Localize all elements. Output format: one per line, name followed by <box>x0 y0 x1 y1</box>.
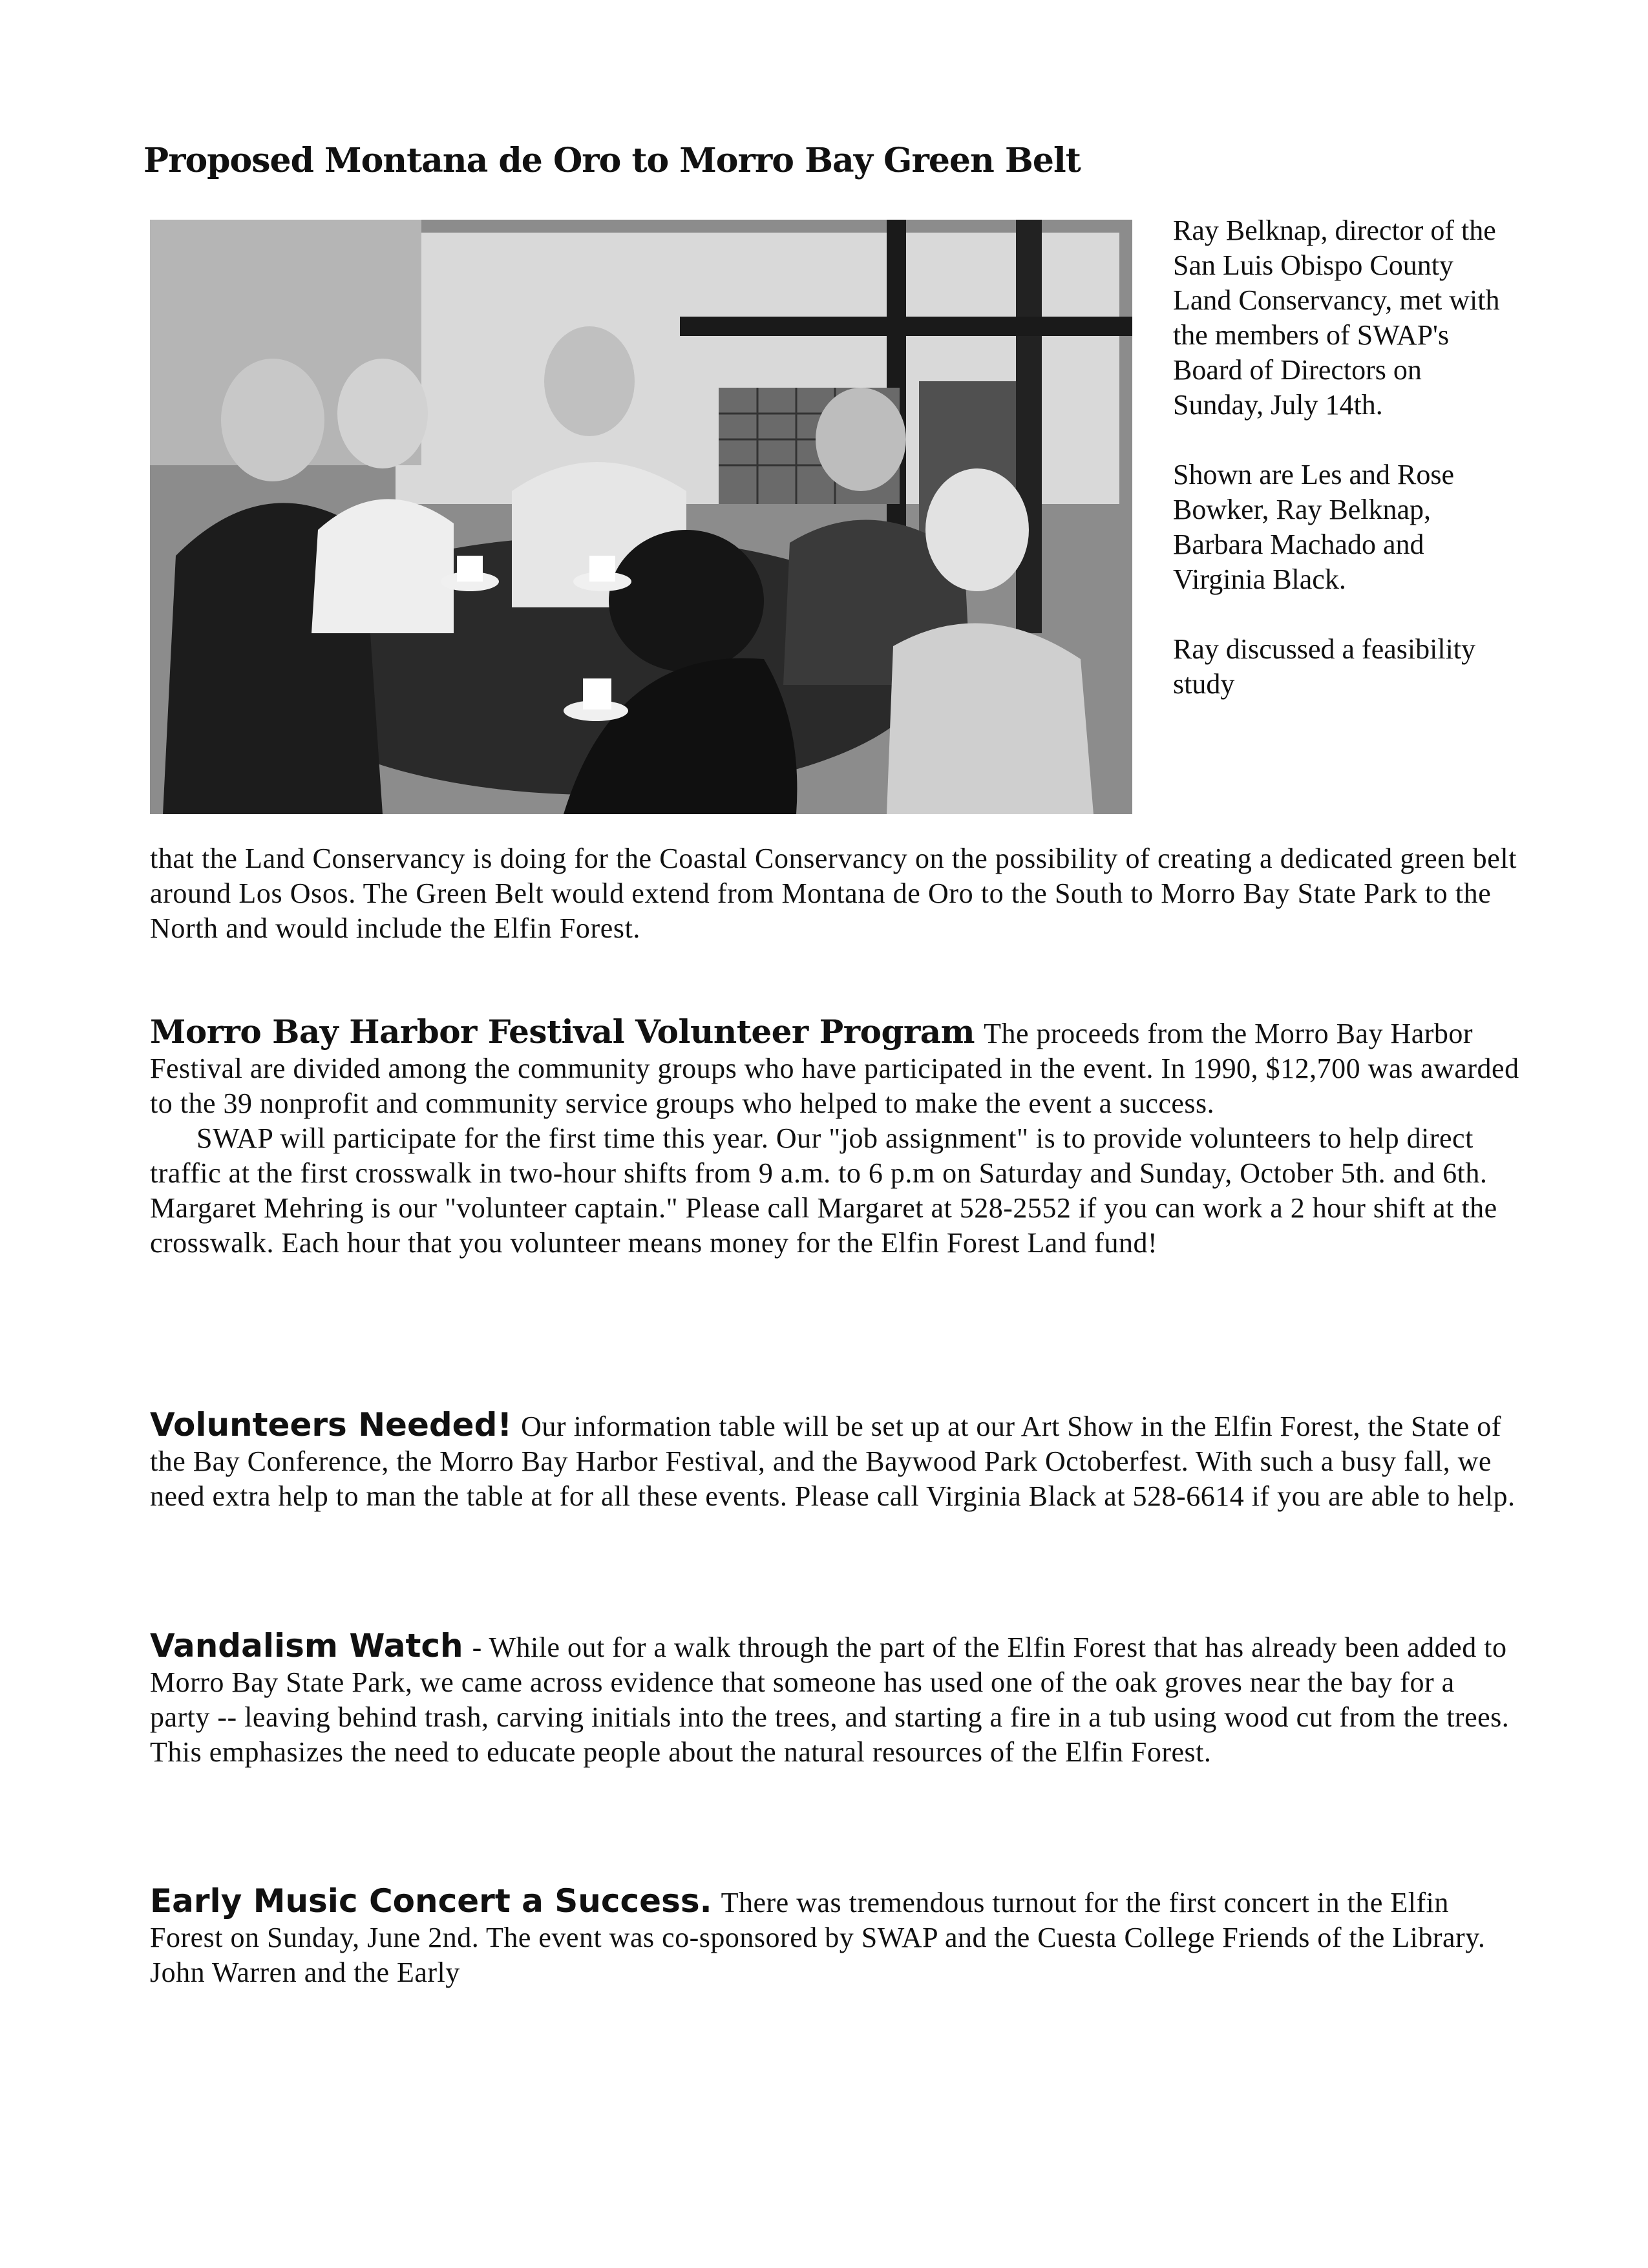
section-vandalism-watch <box>150 1628 1520 1770</box>
section-body: Our information table will be set up at our Art Show in the Elfin Forest, the State of the Bay Conference, the Morro Bay Harbor Festival, and the Baywood Park Octoberfest. With such a busy fall, we need extra help to man the table at for all these events. Please call Virginia Black at 528-6614 if you are able to help. <box>150 1411 1516 1512</box>
section-heading: Volunteers Needed! <box>150 1406 512 1444</box>
section-volunteers-needed <box>150 1407 1520 1514</box>
section-early-music-concert <box>150 1884 1520 1990</box>
section-body: The proceeds from the Morro Bay Harbor Festival are divided among the community groups who have participated in the event. In 1990, $12,700 was awarded to the 39 nonprofit and community service groups who helped to make the event a success. <box>150 1018 1519 1119</box>
section-body: There was tremendous turnout for the first concert in the Elfin Forest on Sunday, June 2nd. The event was co-sponsored by SWAP and the Cuesta College Friends of the Library. John Warren and the Early <box>150 1887 1486 1988</box>
caption-paragraph: Ray Belknap, director of the San Luis Obispo County Land Conservancy, met with the members of SWAP's Board of Directors on Sunday, July 14th. <box>1173 215 1500 421</box>
photo-illustration <box>150 220 1132 814</box>
board-meeting-photo <box>150 220 1132 814</box>
section-harbor-festival <box>150 1014 1520 1261</box>
section-heading: Early Music Concert a Success. <box>150 1882 712 1920</box>
section-heading: Vandalism Watch <box>150 1627 463 1664</box>
section-body: SWAP will participate for the first time this year. Our "job assignment" is to provide volunteers to help direct traffic at the first crosswalk in two-hour shifts from 9 a.m. to 6 p.m on Saturday and Sunday, October 5th. and 6th. Margaret Mehring is our "volunteer captain." Please call Margaret at 528-2552 if you can work a 2 hour shift at the crosswalk. Each hour that you volunteer means money for the Elfin Forest Land fund! <box>150 1122 1497 1259</box>
section-body: - While out for a walk through the part of the Elfin Forest that has already been added to Morro Bay State Park, we came across evidence that someone has used one of the oak groves near the bay for a party -- leaving behind trash, carving initials into the trees, and starting a fire in a tub using wood cut from the trees. This emphasizes the need to educate people about the natural resources of the Elfin Forest. <box>150 1632 1510 1768</box>
photo-caption <box>1173 213 1509 702</box>
green-belt-continuation: that the Land Conservancy is doing for the Coastal Conservancy on the possibility of creating a dedicated green belt around Los Osos. The Green Belt would extend from Montana de Oro to the South to Morro Bay State Park to the North and would include the Elfin Forest. <box>150 843 1517 944</box>
caption-paragraph: Ray discussed a feasibility study <box>1173 633 1476 700</box>
caption-paragraph: Shown are Les and Rose Bowker, Ray Belknap, Barbara Machado and Virginia Black. <box>1173 459 1455 595</box>
section-heading: Morro Bay Harbor Festival Volunteer Program <box>150 1013 975 1051</box>
page-title: Proposed Montana de Oro to Morro Bay Green Belt <box>143 141 1081 180</box>
